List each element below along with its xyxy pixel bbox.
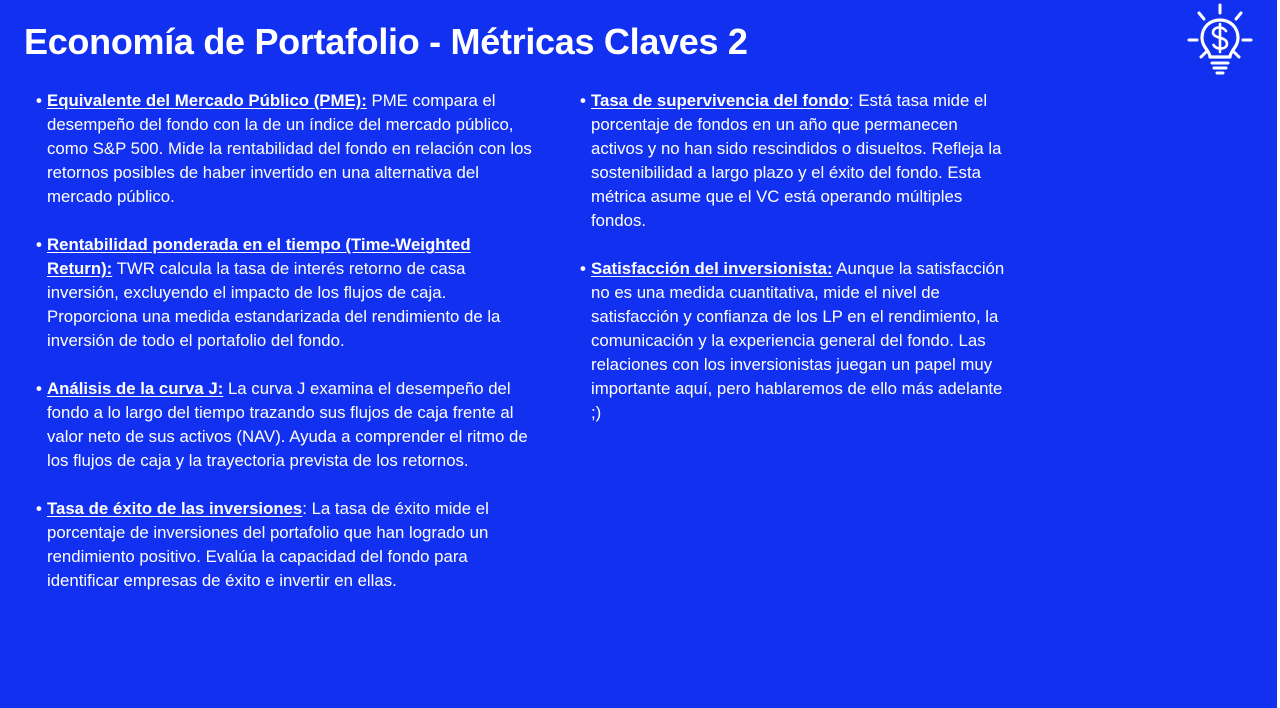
- metric-separator: :: [302, 499, 312, 518]
- bullet: •: [36, 379, 42, 398]
- bullet: •: [36, 91, 42, 110]
- metric-item-pme: [36, 89, 536, 209]
- slide-title: Economía de Portafolio - Métricas Claves 2: [24, 21, 748, 62]
- metric-term: Satisfacción del inversionista:: [591, 259, 833, 278]
- metric-separator: :: [849, 91, 859, 110]
- metric-description: Está tasa mide el porcentaje de fondos en un año que permanecen activos y no han sido rescindidos o disueltos. Refleja la sostenibilidad a largo plazo y el éxito del fondo. Esta métrica asume que el VC está operando múltiples fondos.: [591, 91, 1002, 230]
- bullet: •: [580, 91, 586, 110]
- metric-description: PME compara el desempeño del fondo con la de un índice del mercado público, como S&P 500. Mide la rentabilidad del fondo en relación con los retornos posibles de haber invertido en una alternativa del mercado público.: [47, 91, 532, 206]
- metric-term: Análisis de la curva J:: [47, 379, 224, 398]
- metric-item-twr: [36, 233, 536, 353]
- metric-item-success-rate: [36, 497, 536, 593]
- bullet: •: [36, 235, 42, 254]
- metric-item-survival-rate: [580, 89, 1014, 233]
- metric-description: La tasa de éxito mide el porcentaje de inversiones del portafolio que han logrado un rendimiento positivo. Evalúa la capacidad del fondo para identificar empresas de éxito e invertir en ellas.: [47, 499, 489, 590]
- metric-item-j-curve: [36, 377, 536, 473]
- metric-term: Equivalente del Mercado Público (PME):: [47, 91, 367, 110]
- metric-description: Aunque la satisfacción no es una medida cuantitativa, mide el nivel de satisfacción y confianza de los LP en el rendimiento, la comunicación y la experiencia general del fondo. Las relaciones con los inversionistas juegan un papel muy importante aquí, pero hablaremos de ello más adelante ;): [591, 259, 1005, 422]
- metrics-list-left: [36, 89, 536, 617]
- metric-description: TWR calcula la tasa de interés retorno de casa inversión, excluyendo el impacto de los flujos de caja. Proporciona una medida estandarizada del rendimiento de la inversión de todo el portafolio del fondo.: [47, 259, 501, 350]
- metric-description: La curva J examina el desempeño del fondo a lo largo del tiempo trazando sus flujos de caja frente al valor neto de sus activos (NAV). Ayuda a comprender el ritmo de los flujos de caja y la trayectoria prevista de los retornos.: [47, 379, 528, 470]
- metric-term: Tasa de supervivencia del fondo: [591, 91, 850, 110]
- metric-term: Tasa de éxito de las inversiones: [47, 499, 303, 518]
- metrics-list-right: [580, 89, 1014, 449]
- bullet: •: [36, 499, 42, 518]
- lightbulb-dollar-icon: [1186, 2, 1254, 78]
- metric-item-investor-satisfaction: [580, 257, 1014, 425]
- metric-term: Rentabilidad ponderada en el tiempo (Time-Weighted Return):: [47, 235, 471, 278]
- bullet: •: [580, 259, 586, 278]
